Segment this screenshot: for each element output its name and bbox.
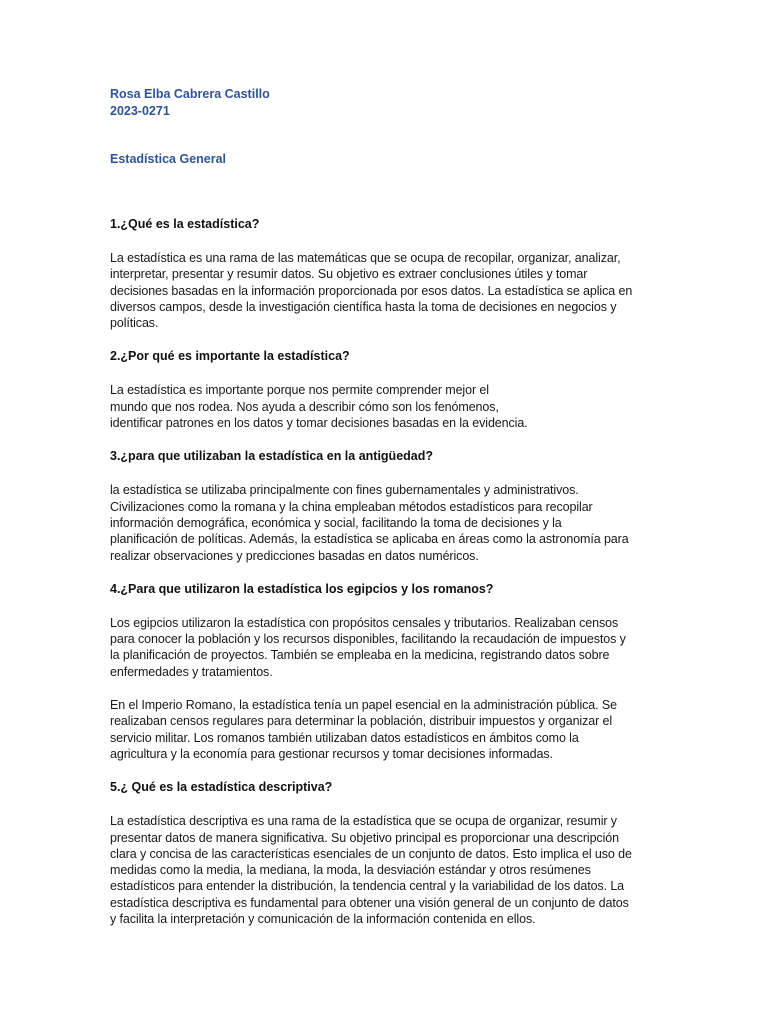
paragraph-line: realizar observaciones y predicciones basadas en datos numéricos. [110, 548, 479, 563]
paragraph-line: presentar datos de manera significativa. Su objetivo principal es proporcionar una descripción [110, 830, 619, 845]
paragraph-line: estadísticos para entender la distribución, la tendencia central y la variabilidad de los datos. La [110, 879, 625, 894]
answer-paragraph [110, 250, 660, 331]
paragraph-line: En el Imperio Romano, la estadística tenía un papel esencial en la administración pública. Se [110, 698, 617, 713]
paragraph-line: enfermedades y tratamientos. [110, 664, 273, 679]
paragraph-line: diversos campos, desde la investigación científica hasta la toma de decisiones en negocios y [110, 299, 617, 314]
paragraph-line: La estadística es importante porque nos permite comprender mejor el [110, 383, 489, 398]
answer-paragraph [110, 615, 660, 680]
answer-paragraph [110, 482, 660, 563]
paragraph-line: Civilizaciones como la romana y la china empleaban métodos estadísticos para recopilar [110, 499, 593, 514]
author-name: Rosa Elba Cabrera Castillo [110, 87, 270, 101]
paragraph-line: políticas. [110, 316, 159, 331]
paragraph-line: servicio militar. Los romanos también utilizaban datos estadísticos en ámbitos como la [110, 730, 579, 745]
paragraph-line: realizaban censos regulares para determinar la población, distribuir impuestos y organizar el [110, 714, 613, 729]
paragraph-line: La estadística descriptiva es una rama de la estadística que se ocupa de organizar, resumir y [110, 814, 617, 829]
paragraph-line: decisiones basadas en la información proporcionada por esos datos. La estadística se aplica en [110, 283, 633, 298]
paragraph-line: medidas como la media, la mediana, la moda, la desviación estándar y otros resúmenes [110, 863, 591, 878]
sections-container [110, 216, 660, 927]
course-title: Estadística General [110, 152, 227, 166]
student-id: 2023-0271 [110, 104, 170, 118]
paragraph-line: identificar patrones en los datos y tomar decisiones basadas en la evidencia. [110, 416, 528, 431]
question-heading: 2.¿Por qué es importante la estadística? [110, 349, 350, 364]
paragraph-line: información demográfica, económica y social, facilitando la toma de decisiones y la [110, 515, 562, 530]
question-heading: 5.¿ Qué es la estadística descriptiva? [110, 780, 333, 795]
paragraph-line: la planificación de proyectos. También se empleaba en la medicina, registrando datos sobre [110, 648, 610, 663]
paragraph-line: agricultura y la economía para gestionar recursos y tomar decisiones informadas. [110, 746, 553, 761]
paragraph-line: planificación de políticas. Además, la estadística se aplicaba en áreas como la astronomía para [110, 532, 629, 547]
answer-paragraph [110, 697, 660, 762]
paragraph-line: mundo que nos rodea. Nos ayuda a describir cómo son los fenómenos, [110, 399, 499, 414]
paragraph-line: La estadística es una rama de las matemáticas que se ocupa de recopilar, organizar, analizar, [110, 251, 621, 265]
answer-paragraph [110, 813, 660, 927]
paragraph-line: clara y concisa de las características esenciales de un conjunto de datos. Esto implica el uso de [110, 846, 632, 861]
document-page [110, 86, 660, 927]
paragraph-line: la estadística se utilizaba principalmente con fines gubernamentales y administrativos. [110, 483, 579, 498]
question-heading: 1.¿Qué es la estadística? [110, 217, 260, 231]
paragraph-line: Los egipcios utilizaron la estadística con propósitos censales y tributarios. Realizaban censos [110, 615, 619, 630]
answer-paragraph [110, 382, 660, 431]
question-heading: 3.¿para que utilizaban la estadística en la antigüedad? [110, 449, 433, 464]
question-heading: 4.¿Para que utilizaron la estadística los egipcios y los romanos? [110, 581, 494, 596]
paragraph-line: para conocer la población y los recursos disponibles, facilitando la recaudación de impuestos y [110, 632, 626, 647]
paragraph-line: interpretar, presentar y resumir datos. Su objetivo es extraer conclusiones útiles y tomar [110, 267, 588, 282]
paragraph-line: estadística descriptiva es fundamental para obtener una visión general de un conjunto de datos [110, 895, 629, 910]
paragraph-line: y facilita la interpretación y comunicación de la información contenida en ellos. [110, 912, 536, 927]
